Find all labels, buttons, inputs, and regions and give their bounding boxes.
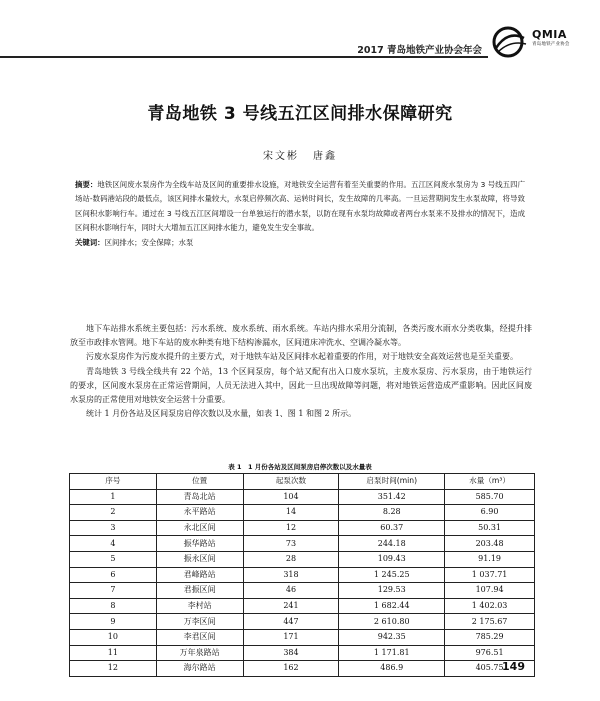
paragraph: 污废水泵房作为污废水提升的主要方式，对于地铁车站及区间排水起着重要的作用，对于地铁安全高效运营也是至关重要。 xyxy=(86,352,518,362)
table-cell: 109.43 xyxy=(339,551,445,567)
table-row xyxy=(70,645,535,661)
table-cell: 2 610.80 xyxy=(339,614,445,630)
table-cell: 8 xyxy=(70,598,157,614)
abstract-label: 摘要： xyxy=(75,180,98,189)
table-cell: 244.18 xyxy=(339,536,445,552)
table-cell: 3 xyxy=(70,520,157,536)
author: 唐鑫 xyxy=(313,151,337,162)
abstract xyxy=(75,178,525,250)
abstract-text: 地铁区间废水泵房作为全线车站及区间的重要排水设施，对地铁安全运营有着至关重要的作用。五江区间废水泵房为 3 号线五四广场站-数码港站段的最低点，该区间排水量较大，水泵启停频次高、运转时间长，发生故障的几率高。一旦运营期间发生水泵故障，将导致区间积水影响行车。通过在 3 号线五江区间增设一台单独运行的潜水泵，以防在现有水泵均故障或者两台水泵来不及排水的情况下，造成区间积水影响行车，同时大大增加五江区间排水能力，避免发生安全事故。 xyxy=(75,180,525,233)
body-text xyxy=(70,322,532,421)
column-header: 位置 xyxy=(156,474,243,490)
running-title: 2017 青岛地铁产业协会年会 xyxy=(357,45,482,56)
logo-emblem-icon xyxy=(490,24,530,60)
table-cell: 李君区间 xyxy=(156,629,243,645)
column-header: 序号 xyxy=(70,474,157,490)
author: 宋文彬 xyxy=(263,151,299,162)
page-header xyxy=(0,0,600,62)
table-cell: 91.19 xyxy=(445,551,535,567)
table-cell: 203.48 xyxy=(445,536,535,552)
table-cell: 129.53 xyxy=(339,583,445,599)
header-rule xyxy=(0,56,488,58)
column-header: 水量（m³） xyxy=(445,474,535,490)
table-cell: 5 xyxy=(70,551,157,567)
table-row xyxy=(70,583,535,599)
table-cell: 11 xyxy=(70,645,157,661)
table-cell: 318 xyxy=(243,567,339,583)
table-cell: 9 xyxy=(70,614,157,630)
pump-statistics-table xyxy=(69,473,535,677)
table-cell: 万李区间 xyxy=(156,614,243,630)
article-title: 青岛地铁 3 号线五江区间排水保障研究 xyxy=(147,104,453,124)
table-row xyxy=(70,629,535,645)
table-cell: 12 xyxy=(70,661,157,677)
logo-name: QMIA xyxy=(532,28,567,41)
table-cell: 振华路站 xyxy=(156,536,243,552)
table-cell: 1 402.03 xyxy=(445,598,535,614)
table-cell: 28 xyxy=(243,551,339,567)
keywords xyxy=(75,236,525,250)
table-cell: 4 xyxy=(70,536,157,552)
table-cell: 73 xyxy=(243,536,339,552)
table-cell: 942.35 xyxy=(339,629,445,645)
table-cell: 50.31 xyxy=(445,520,535,536)
table-cell: 585.70 xyxy=(445,489,535,505)
table-cell: 162 xyxy=(243,661,339,677)
table-cell: 君峰路站 xyxy=(156,567,243,583)
table-cell: 君振区间 xyxy=(156,583,243,599)
table-cell: 万年泉路站 xyxy=(156,645,243,661)
table-row xyxy=(70,567,535,583)
table-cell: 171 xyxy=(243,629,339,645)
table-cell: 1 037.71 xyxy=(445,567,535,583)
column-header: 起泵次数 xyxy=(243,474,339,490)
keywords-label: 关键词： xyxy=(75,237,105,247)
paragraph: 统计 1 月份各站及区间泵房启停次数以及水量，如表 1、图 1 和图 2 所示。 xyxy=(86,409,357,419)
paragraph: 青岛地铁 3 号线全线共有 22 个站，13 个区间泵房，每个站又配有出入口废水泵坑，主废水泵房、污水泵房，由于地铁运行的要求，区间废水泵房在正常运营期间，人员无法进入其中，因此一旦出现故障等问题，将对地铁运营造成严重影响。因此区间废水泵房的正常使用对地铁安全运营十分重要。 xyxy=(70,366,532,405)
table-row xyxy=(70,489,535,505)
table-cell: 486.9 xyxy=(339,661,445,677)
author-list xyxy=(0,147,600,162)
table-cell: 振永区间 xyxy=(156,551,243,567)
table-cell: 2 xyxy=(70,505,157,521)
qmia-logo xyxy=(490,24,570,60)
table-cell: 李村站 xyxy=(156,598,243,614)
table-row xyxy=(70,505,535,521)
logo-subtitle: 青岛地铁产业协会 xyxy=(532,42,570,47)
table-row xyxy=(70,551,535,567)
table-cell: 青岛北站 xyxy=(156,489,243,505)
table-row xyxy=(70,520,535,536)
table-row xyxy=(70,614,535,630)
table-cell: 46 xyxy=(243,583,339,599)
table-cell: 6 xyxy=(70,567,157,583)
table-cell: 384 xyxy=(243,645,339,661)
table-cell: 14 xyxy=(243,505,339,521)
table-cell: 2 175.67 xyxy=(445,614,535,630)
table-cell: 1 245.25 xyxy=(339,567,445,583)
table-cell: 785.29 xyxy=(445,629,535,645)
table-cell: 1 xyxy=(70,489,157,505)
table-row xyxy=(70,536,535,552)
column-header: 启泵时间(min) xyxy=(339,474,445,490)
table-cell: 1 682.44 xyxy=(339,598,445,614)
table-cell: 241 xyxy=(243,598,339,614)
table-cell: 7 xyxy=(70,583,157,599)
table-cell: 海尔路站 xyxy=(156,661,243,677)
table-cell: 6.90 xyxy=(445,505,535,521)
table-row xyxy=(70,598,535,614)
table-cell: 107.94 xyxy=(445,583,535,599)
table-header-row xyxy=(70,474,535,490)
paragraph: 地下车站排水系统主要包括：污水系统、废水系统、雨水系统。车站内排水采用分流制，各类污废水雨水分类收集，经提升排放至市政排水管网。地下车站的废水种类有地下结构渗漏水，区间道床冲洗水、空调冷凝水等。 xyxy=(70,324,532,348)
table-cell: 10 xyxy=(70,629,157,645)
table-cell: 8.28 xyxy=(339,505,445,521)
table-caption: 表 1 1 月份各站及区间泵房启停次数以及水量表 xyxy=(228,463,372,471)
table-cell: 976.51 xyxy=(445,645,535,661)
table-cell: 永平路站 xyxy=(156,505,243,521)
table-cell: 104 xyxy=(243,489,339,505)
table-cell: 351.42 xyxy=(339,489,445,505)
keywords-text: 区间排水；安全保障；水泵 xyxy=(104,237,194,247)
table-cell: 12 xyxy=(243,520,339,536)
page-number: 149 xyxy=(502,660,525,673)
table-row xyxy=(70,661,535,677)
table-cell: 永北区间 xyxy=(156,520,243,536)
abstract-body xyxy=(75,178,525,236)
table-cell: 405.75 xyxy=(445,661,535,677)
table-cell: 1 171.81 xyxy=(339,645,445,661)
table-cell: 447 xyxy=(243,614,339,630)
table-cell: 60.37 xyxy=(339,520,445,536)
